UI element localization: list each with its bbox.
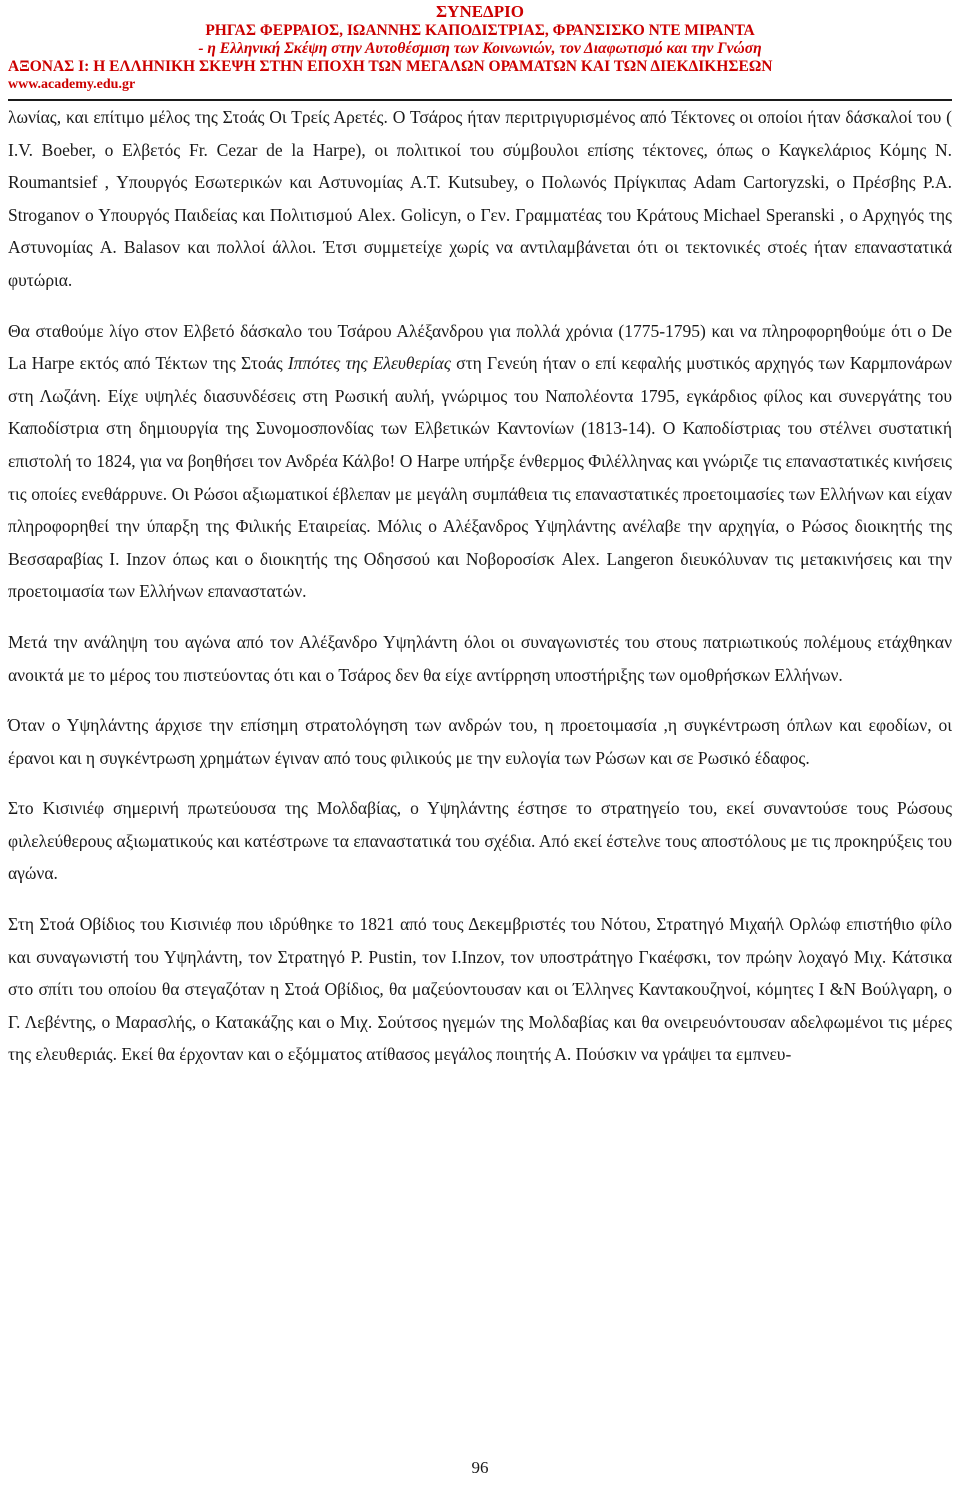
paragraph-5: Στο Κισινιέφ σημερινή πρωτεύουσα της Μολδαβίας, ο Υψηλάντης έστησε το στρατηγείο του, εκεί συναντούσε τους Ρώσους φιλελεύθερους αξιωματικούς και κατέστρωνε τα επαναστατικά του σχέδια. Από εκεί έστελνε τους αποστόλους με τις προκηρύξεις του αγώνα. (8, 798, 952, 884)
paragraph-3: Μετά την ανάληψη του αγώνα από τον Αλέξανδρο Υψηλάντη όλοι οι συναγωνιστές του στους πατριωτικούς πολέμους ετάχθηκαν ανοικτά με το μέρος του πιστεύοντας ότι και ο Τσάρος δεν θα είχε αντίρρηση υποστήριξης των ομοθρήσκων Ελλήνων. (8, 631, 952, 685)
document-body (8, 101, 952, 1071)
paragraph-1: λωνίας, και επίτιμο μέλος της Στοάς Οι Τρείς Αρετές. Ο Τσάρος ήταν περιτριγυρισμένος από Τέκτονες οι οποίοι ήταν δάσκαλοί του ( I.V. Boeber, ο Ελβετός Fr. Cezar de la Harpe), οι πολιτικοί του σύμβουλοι επίσης τέκτονες, όπως ο Καγκελάριος Κόμης N. Roumantsief , Υπουργός Εσωτερικών και Αστυνομίας A.T. Kutsubey, ο Πολωνός Πρίγκιπας Adam Cartoryzski, ο Πρέσβης P.A. Stroganov ο Υπουργός Παιδείας και Πολιτισμού Alex. Golicyn, ο Γεν. Γραμματέας του Κράτους Michael Speranski , ο Αρχηγός της Αστυνομίας A. Balasov και πολλοί άλλοι. Έτσι συμμετείχε χωρίς να αντιλαμβάνεται ότι οι τεκτονικές στοές ήταν επαναστατικά φυτώρια. (8, 107, 952, 290)
paragraph-2-end: στη Γενεύη ήταν ο επί κεφαλής μυστικός αρχηγός των Καρμπονάρων στη Λωζάνη. Είχε υψηλές διασυνδέσεις στη Ρωσική αυλή, γνώριμος του Ναπολέοντα 1795, εγκάρδιος φίλος και συνεργάτης του Καποδίστρια στη δημιουργία της Συνομοσπονδίας των Ελβετικών Καντονίων (1813-14). Ο Καποδίστριας του στέλνει συστατική επιστολή το 1824, για να βοηθήσει τον Ανδρέα Κάλβο! Ο Harpe υπήρξε ένθερμος Φιλέλληνας και γνώριζε τις επαναστατικές κινήσεις τις οποίες ενεθάρρυνε. Οι Ρώσοι αξιωματικοί έβλεπαν με μεγάλη συμπάθεια τις επαναστατικές προετοιμασίες των Ελλήνων και είχαν πληροφορηθεί την ύπαρξη της Φιλικής Εταιρείας. Μόλις ο Αλέξανδρος Υψηλάντης ανέλαβε την αρχηγία, ο Ρώσος διοικητής της Βεσσαραβίας I. Inzov όπως και ο διοικητής της Οδησσού και Νοβοροσίσκ Alex. Langeron διευκόλυναν τις μετακινήσεις και την προετοιμασία των Ελλήνων επαναστατών. (8, 353, 953, 602)
conference-axis: ΑΞΟΝΑΣ Ι: Η ΕΛΛΗΝΙΚΗ ΣΚΕΨΗ ΣΤΗΝ ΕΠΟΧΗ ΤΩΝ ΜΕΓΑΛΩΝ ΟΡΑΜΑΤΩΝ ΚΑΙ ΤΩΝ ΔΙΕΚΔΙΚΗΣΕΩΝ (8, 58, 773, 75)
conference-title: ΣΥΝΕΔΡΙΟ (436, 2, 524, 21)
paragraph-2 (8, 315, 952, 608)
header-url[interactable]: www.academy.edu.gr (8, 77, 136, 92)
conference-subtitle: ΡΗΓΑΣ ΦΕΡΡΑΙΟΣ, ΙΩΑΝΝΗΣ ΚΑΠΟΔΙΣΤΡΙΑΣ, ΦΡΑΝΣΙΣΚΟ ΝΤΕ ΜΙΡΑΝΤΑ (205, 22, 755, 39)
paragraph-4: Όταν ο Υψηλάντης άρχισε την επίσημη στρατολόγηση των ανδρών του, η προετοιμασία ,η συγκέντρωση όπλων και εφοδίων, οι έρανοι και η συγκέντρωση χρημάτων έγιναν από τους φιλικούς με την ευλογία των Ρώσων και σε Ρωσικό έδαφος. (8, 715, 952, 768)
page-number: 96 (471, 1458, 489, 1477)
conference-theme-text: - η Ελληνική Σκέψη στην Αυτοθέσμιση των Κοινωνιών, τον Διαφωτισμό και την Γνώση (198, 40, 762, 57)
conference-theme (0, 40, 960, 58)
document-header (0, 0, 960, 94)
paragraph-6: Στη Στοά Οβίδιος του Κισινιέφ που ιδρύθηκε το 1821 από τους Δεκεμβριστές του Νότου, Στρατηγό Μιχαήλ Ορλώφ επιστήθιο φίλο και συναγωνιστή του Υψηλάντη, τον Στρατηγό P. Pustin, τον I.Inzov, τον υποστράτηγο Γκαέφσκι, τον πρώην λοχαγό Μιχ. Κάτσικα στο σπίτι του οποίου θα στεγαζόταν η Στοά Οβίδιος, θα μαζεύοντουσαν και οι Έλληνες Καντακουζηνοί, κόμητες Ι &Ν Βούλγαρη, ο Γ. Λεβέντης, ο Μαρασλής, ο Κατακάζης και ο Μιχ. Σούτσος ηγεμών της Μολδαβίας και θα ονειρευόντουσαν αδελφωμένοι τις μέρες της ελευθεριάς. Εκεί θα έρχονταν και ο εξόμματος ατίθασος μεγάλος ποιητής Α. Πούσκιν να γράψει τα εμπνευ- (8, 914, 952, 1065)
paragraph-2-start: Θα σταθούμε λίγο στον Ελβετό δάσκαλο του Τσάρου Αλέξανδρου για πολλά χρόνια (1775-1795) και να πληροφορηθούμε ότι ο De La Harpe εκτός από Τέκτων της Στοάς (8, 320, 952, 374)
lodge-name-italic: Ιππότες της Ελευθερίας (287, 353, 451, 374)
